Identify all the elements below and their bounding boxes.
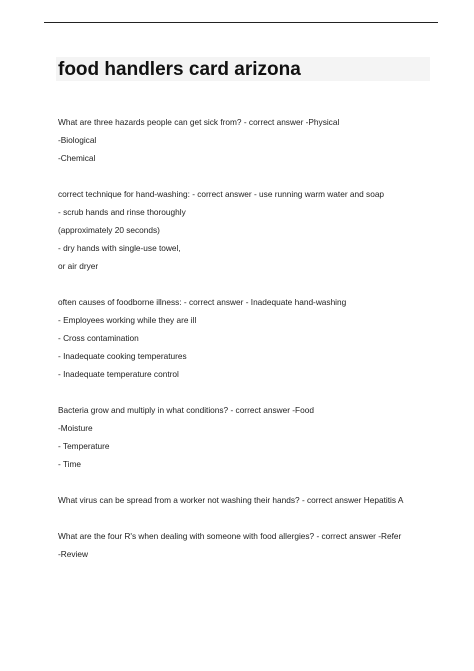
qa-line: correct technique for hand-washing: - correct answer - use running warm water and soap: [58, 189, 385, 199]
qa-line: -Moisture: [58, 423, 93, 433]
qa-line: - Temperature: [58, 441, 110, 451]
qa-line: often causes of foodborne illness: - correct answer - Inadequate hand-washing: [58, 297, 347, 307]
qa-line: What virus can be spread from a worker not washing their hands? - correct answer Hepatitis A: [58, 495, 404, 505]
qa-line: -Biological: [58, 135, 97, 145]
header-rule: [44, 22, 438, 23]
paragraph-gap: [58, 383, 438, 401]
qa-item: [58, 491, 438, 509]
qa-line: - Cross contamination: [58, 333, 139, 343]
qa-line: -Chemical: [58, 153, 96, 163]
qa-line: -Review: [58, 549, 88, 559]
qa-line: What are three hazards people can get sick from? - correct answer -Physical: [58, 117, 340, 127]
document-title: food handlers card arizona: [58, 59, 301, 80]
qa-line: - scrub hands and rinse thoroughly: [58, 207, 186, 217]
paragraph-gap: [58, 275, 438, 293]
paragraph-gap: [58, 473, 438, 491]
document-body: [58, 113, 438, 563]
qa-line: - Time: [58, 459, 82, 469]
qa-line: - Inadequate temperature control: [58, 369, 179, 379]
qa-line: - dry hands with single-use towel,: [58, 243, 181, 253]
qa-line: (approximately 20 seconds): [58, 225, 160, 235]
paragraph-gap: [58, 167, 438, 185]
qa-item: [58, 185, 438, 275]
qa-line: - Employees working while they are ill: [58, 315, 197, 325]
qa-item: [58, 293, 438, 383]
qa-item: [58, 113, 438, 167]
qa-item: [58, 401, 438, 473]
qa-line: Bacteria grow and multiply in what conditions? - correct answer -Food: [58, 405, 314, 415]
qa-line: - Inadequate cooking temperatures: [58, 351, 187, 361]
qa-item: [58, 527, 438, 563]
qa-line: What are the four R's when dealing with someone with food allergies? - correct answer -Refer: [58, 531, 402, 541]
qa-line: or air dryer: [58, 261, 99, 271]
paragraph-gap: [58, 509, 438, 527]
